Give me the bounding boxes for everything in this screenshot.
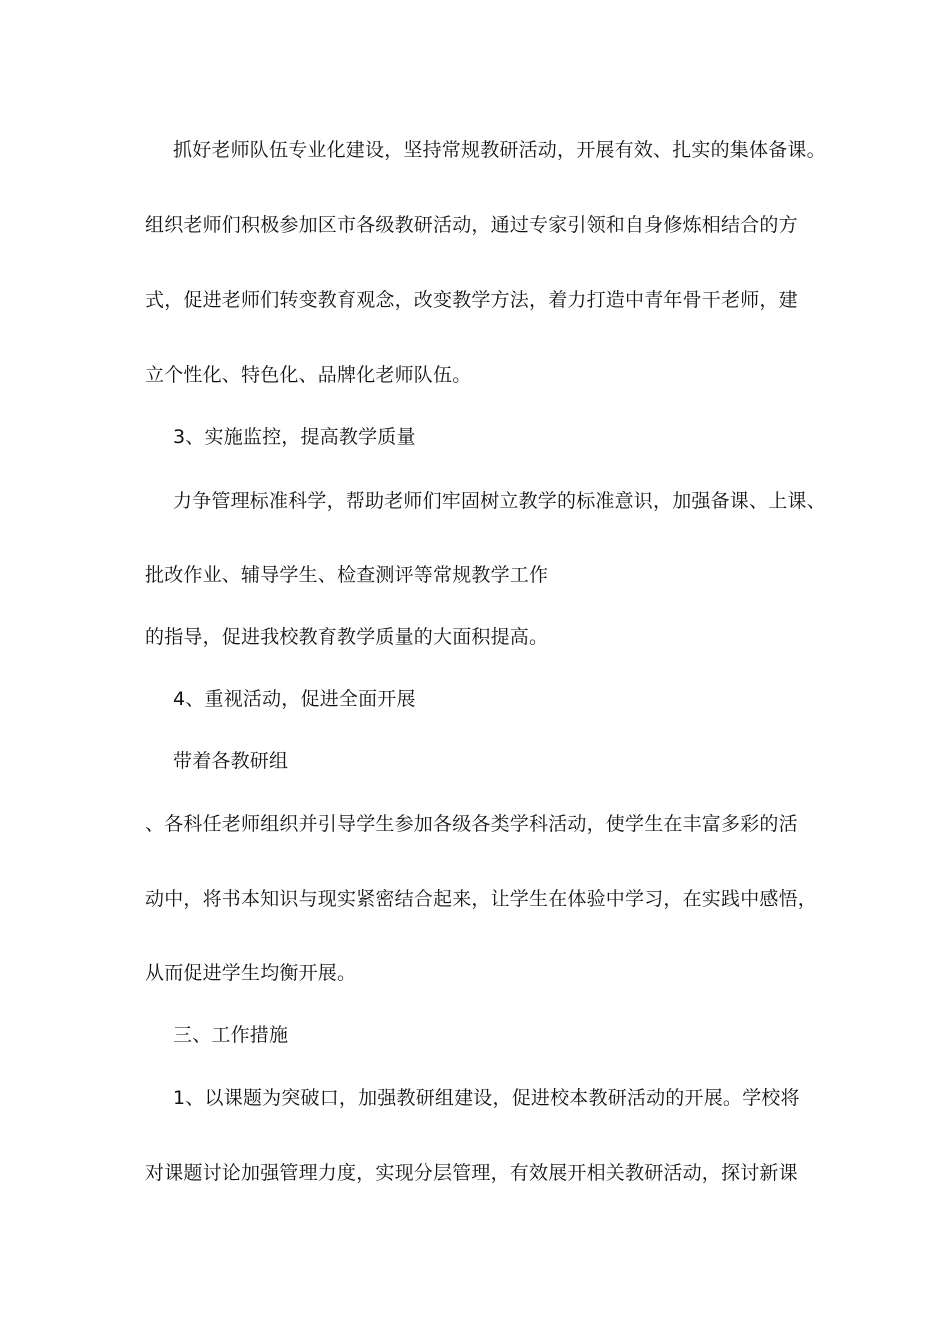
paragraph-line: 立个性化、特色化、品牌化老师队伍。 xyxy=(145,364,472,386)
paragraph-line: 批改作业、辅导学生、检查测评等常规教学工作 xyxy=(145,564,549,586)
section-heading: 4、重视活动，促进全面开展 xyxy=(173,688,416,710)
section-heading: 三、工作措施 xyxy=(173,1024,289,1046)
paragraph-line: 、各科任老师组织并引导学生参加各级各类学科活动，使学生在丰富多彩的活 xyxy=(145,813,798,835)
paragraph-line: 组织老师们积极参加区市各级教研活动，通过专家引领和自身修炼相结合的方 xyxy=(145,214,798,236)
paragraph-line: 动中，将书本知识与现实紧密结合起来，让学生在体验中学习，在实践中感悟， xyxy=(145,888,818,910)
section-heading: 3、实施监控，提高教学质量 xyxy=(173,426,416,448)
paragraph-line: 的指导，促进我校教育教学质量的大面积提高。 xyxy=(145,626,549,648)
paragraph-line: 带着各教研组 xyxy=(173,750,289,772)
paragraph-line: 式，促进老师们转变教育观念，改变教学方法，着力打造中青年骨干老师，建 xyxy=(145,289,798,311)
paragraph-line: 抓好老师队伍专业化建设，坚持常规教研活动，开展有效、扎实的集体备课。 xyxy=(173,139,826,161)
paragraph-line: 1、以课题为突破口，加强教研组建设，促进校本教研活动的开展。学校将 xyxy=(173,1087,800,1109)
paragraph-line: 从而促进学生均衡开展。 xyxy=(145,962,357,984)
paragraph-line: 对课题讨论加强管理力度，实现分层管理，有效展开相关教研活动，探讨新课 xyxy=(145,1162,798,1184)
paragraph-line: 力争管理标准科学，帮助老师们牢固树立教学的标准意识，加强备课、上课、 xyxy=(173,490,826,512)
